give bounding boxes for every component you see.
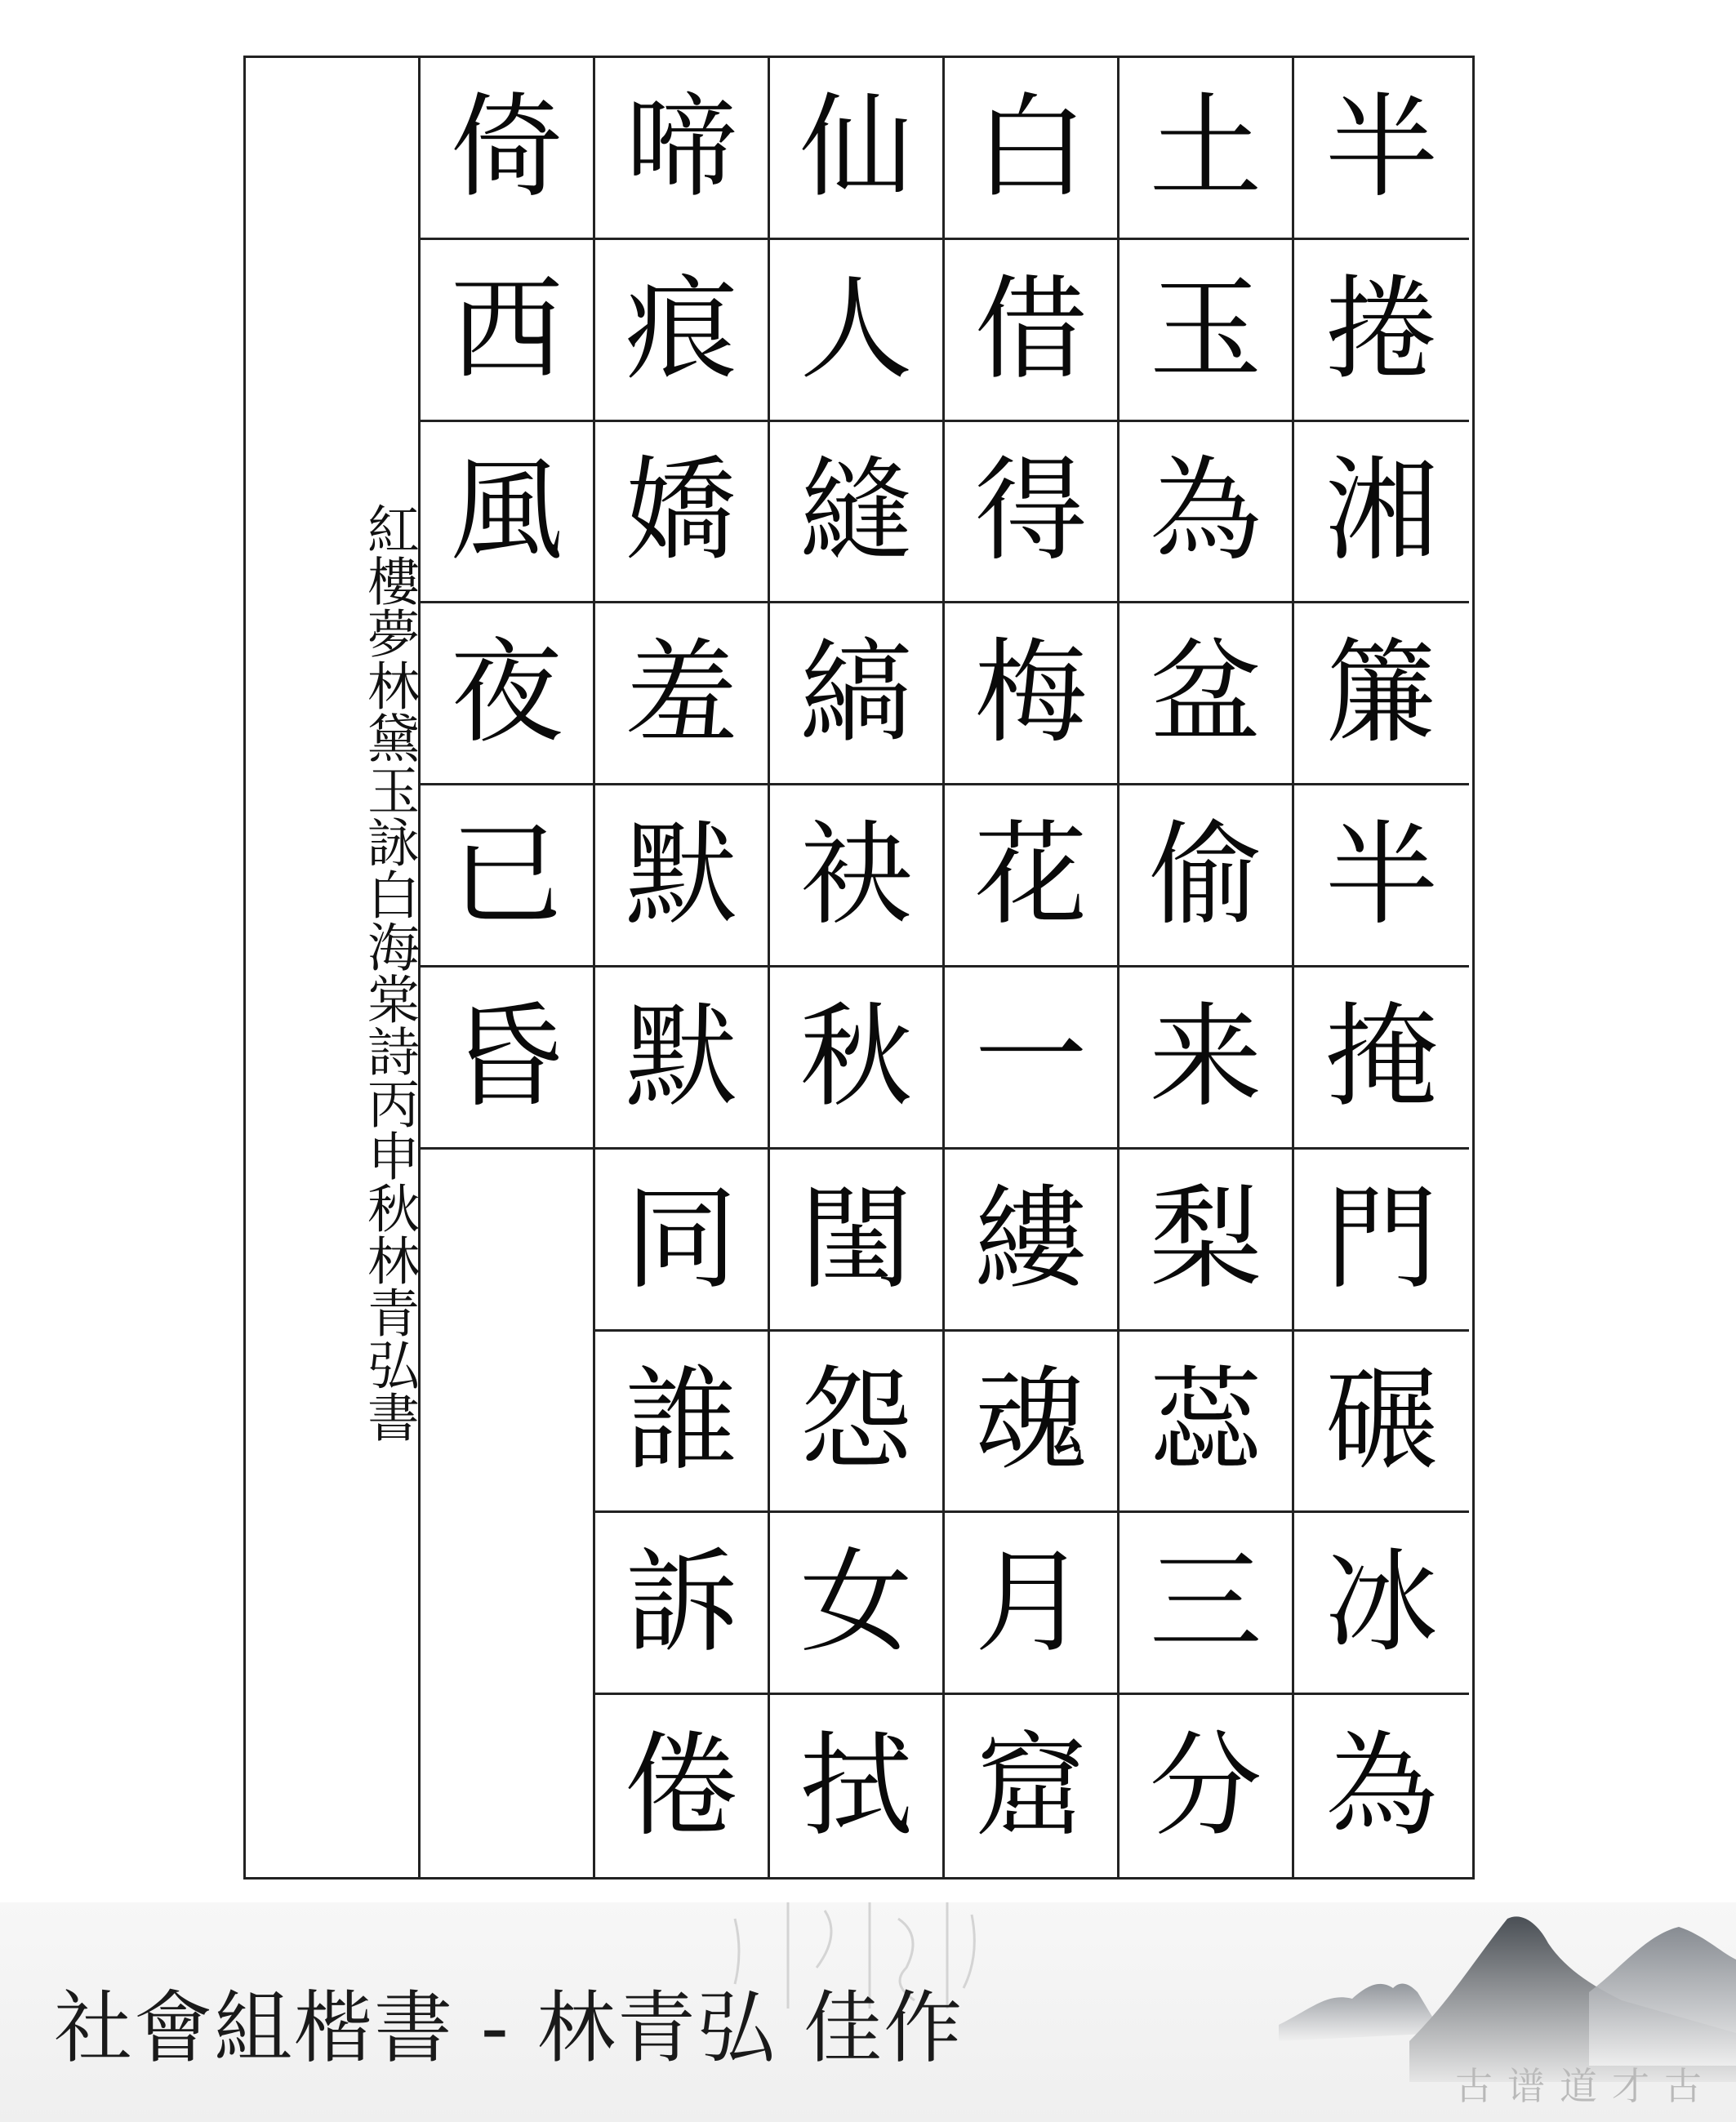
character-cell: 得: [945, 422, 1117, 604]
character-cell: 窟: [974, 1719, 1088, 1852]
grid-column-6: [421, 58, 595, 1877]
character-cell: 倚: [421, 58, 593, 240]
grid-column-5: [595, 58, 770, 1877]
character-cell: 倦: [625, 1719, 738, 1852]
character-cell: 白: [945, 58, 1117, 240]
character-cell: 嬌: [595, 422, 768, 604]
character-cell: 縷: [945, 1150, 1117, 1332]
character-cell: 縞: [770, 603, 942, 785]
character-cell: 来: [1119, 968, 1292, 1150]
character-cell: 為: [1324, 1719, 1438, 1852]
character-cell: 夜: [421, 603, 593, 785]
character-cell: 怨: [770, 1332, 942, 1514]
character-cell: 痕: [595, 240, 768, 422]
grid-column-3: [945, 58, 1119, 1877]
character-cell: 湘: [1294, 422, 1469, 604]
grid-column-2: [1119, 58, 1294, 1877]
award-title: 社會組楷書 - 林青弘 佳作: [54, 1982, 964, 2074]
calligraphy-sheet: [243, 56, 1475, 1880]
character-cell: 默: [595, 968, 768, 1150]
character-cell: 魂: [945, 1332, 1117, 1514]
character-cell: 昏: [421, 968, 593, 1150]
character-cell: 仙: [770, 58, 942, 240]
character-cell: 簾: [1294, 603, 1469, 785]
character-cell: 玉: [1119, 240, 1292, 422]
watermark-text: 古谱道才古: [1455, 2064, 1716, 2108]
character-cell: 半: [1294, 785, 1469, 968]
footer-banner: [0, 1902, 1736, 2122]
character-cell: 半: [1294, 58, 1469, 240]
character-cell: 土: [1119, 58, 1292, 240]
character-cell: 門: [1294, 1150, 1469, 1332]
character-cell: 為: [1119, 422, 1292, 604]
character-cell: 啼: [595, 58, 768, 240]
character-cell: 袂: [770, 785, 942, 968]
character-cell: 訴: [595, 1513, 768, 1695]
character-cell: 借: [945, 240, 1117, 422]
character-cell: 誰: [595, 1332, 768, 1514]
character-cell: 碾: [1294, 1332, 1469, 1514]
character-cell: 同: [595, 1150, 768, 1332]
character-cell: 一: [945, 968, 1117, 1150]
character-cell: 默: [595, 785, 768, 968]
character-cell: 西: [421, 240, 593, 422]
character-cell: 拭: [799, 1719, 913, 1852]
character-cell: 蕊: [1119, 1332, 1292, 1514]
signature-text: 紅樓夢林黛玉詠白海棠詩丙申秋林青弘書: [358, 502, 419, 1443]
grid-column-1: [1294, 58, 1469, 1877]
character-cell: 月: [945, 1513, 1117, 1695]
character-cell: 偷: [1119, 785, 1292, 968]
character-cell: 人: [770, 240, 942, 422]
character-cell: 花: [945, 785, 1117, 968]
character-cell: 已: [421, 785, 593, 968]
grid-column-4: [770, 58, 945, 1877]
character-cell: 分: [1149, 1719, 1262, 1852]
character-cell: 三: [1119, 1513, 1292, 1695]
character-cell: 冰: [1294, 1513, 1469, 1695]
character-cell: 盆: [1119, 603, 1292, 785]
character-cell: 風: [421, 422, 593, 604]
character-cell: 掩: [1294, 968, 1469, 1150]
calligraphy-grid: [421, 58, 1472, 1877]
character-cell: 女: [770, 1513, 942, 1695]
signature-column: [246, 58, 421, 1877]
character-cell: 梨: [1119, 1150, 1292, 1332]
character-cell: 閨: [770, 1150, 942, 1332]
character-cell: 秋: [770, 968, 942, 1150]
character-cell: 羞: [595, 603, 768, 785]
character-cell: 捲: [1294, 240, 1469, 422]
character-cell: 縫: [770, 422, 942, 604]
character-cell: 梅: [945, 603, 1117, 785]
